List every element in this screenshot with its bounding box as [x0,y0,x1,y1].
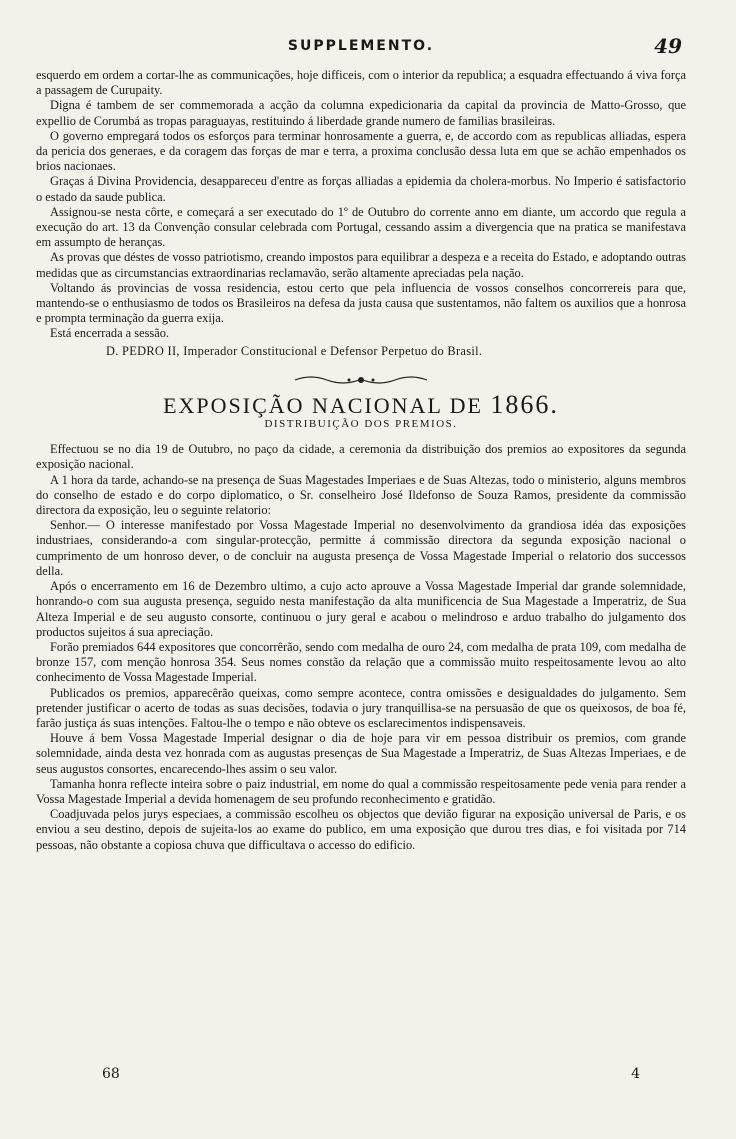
exposition-paragraph: Senhor.— O interesse manifestado por Vossa Magestade Imperial no desenvolvimento da grandiosa idéa das exposições industriaes, considerando-a com singular-protecção, permitte á commissão directora da segunda exposição nacional o cumprimento de um honroso dever, o de concluir na augusta presença de Vossa Magestade Imperial o relatorio dos successos della. [36,518,686,578]
header-page-number: 49 [654,34,682,58]
speech-paragraph: Está encerrada a sessão. [50,326,170,341]
body-text [36,68,686,853]
section-title-year: 1866. [490,389,559,419]
speech-paragraph: Graças á Divina Providencia, desappareceu d'entre as forças alliadas a epidemia da cholera-morbus. No Imperio é satisfactorio o estado da saude publica. [36,174,686,204]
section-subtitle: DISTRIBUIÇÃO DOS PREMIOS. [264,418,458,431]
footer-sheet-number: 4 [631,1066,640,1082]
speech-paragraph: O governo empregará todos os esforços para terminar honrosamente a guerra, e, de accordo com as republicas alliadas, espera da pericia dos generaes, e da coragem das forças de mar e terra, a proxima conclusão dessa luta em que se achão empenhados os brios nacionaes. [36,128,686,174]
exposition-paragraph: A 1 hora da tarde, achando-se na presença de Suas Magestades Imperiaes e de Suas Altezas, todo o ministerio, alguns membros do conselho de estado e do corpo diplomatico, o Sr. conselheiro José Ildefonso de Souza Ramos, presidente da commissão directora da exposição, leu o seguinte relatorio: [36,472,686,518]
exposition-paragraph: Após o encerramento em 16 de Dezembro ultimo, a cujo acto aprouve a Vossa Magestade Imperial dar grande solemnidade, honrando-o com sua augusta presença, seguido nesta manifestação da alta munificencia de Sua Magestade a Imperatriz, de Sua Alteza Imperial e de seu augusto consorte, continuou o jury geral e acabou o melindroso e arduo trabalho do julgamento dos productos sujeitos á sua apreciação. [36,579,686,639]
speech-paragraph: esquerdo em ordem a cortar-lhe as communicações, hoje difficeis, com o interior da republica; a esquadra effectuando á viva força a passagem de Curupaity. [36,68,686,98]
speech-paragraph: Voltando ás provincias de vossa residencia, estou certo que pela influencia de vossos conselhos concorrereis para que, mantendo-se o enthusiasmo de todos os Brasileiros na defesa da justa causa que sustentamos, não faltem os auxilios que a honrosa e prompta terminação da guerra exija. [36,280,686,326]
speech-paragraph: Digna é tambem de ser commemorada a acção da columna expedicionaria da capital da provincia de Matto-Grosso, que expellio de Corumbá as tropas paraguayas, restituindo á liberdade grande numero de familias brasileiras. [36,98,686,128]
header-title: SUPPLEMENTO. [287,38,435,54]
exposition-paragraph: Houve á bem Vossa Magestade Imperial designar o dia de hoje para vir em pessoa distribuir os premios, com grande solemnidade, ainda desta vez honrada com as augustas presenças de Sua Magestade a Imperatriz, de Suas Altezas Imperiaes, e de seus augustos consortes, encarecendo-lhes assim o seu valor. [36,731,686,776]
page-footer [36,1066,686,1086]
section-title [36,389,686,419]
exposition-paragraph: Tamanha honra reflecte inteira sobre o paiz industrial, em nome do qual a commissão respeitosamente pede venia para render a Vossa Magestade Imperial a devida homenagem de seu profundo reconhecimento e gratidão. [36,776,686,806]
exposition-paragraph: Coadjuvada pelos jurys especiaes, a commissão escolheu os objectos que devião figurar na exposição universal de Paris, e os enviou a seu destino, depois de sujeita-los ao exame do publico, em uma exposição que durou tres dias, e foi visitada por 714 pessoas, não obstante a copiosa chuva que difficultava o accesso do edificio. [36,807,686,852]
exposition-paragraph: Publicados os premios, apparecêrão queixas, como sempre acontece, contra omissões e desigualdades do julgamento. Sem pretender justificar o acerto de todas as suas decisões, todavia o jury tranquillisa-se na persuasão de que os queixosos, de boa fé, farão justiça ás suas intenções. Faltou-lhe o tempo e não obteve os esclarecimentos indispensaveis. [36,685,686,730]
speech-paragraph: Assignou-se nesta côrte, e começará a ser executado do 1º de Outubro do corrente anno em diante, um accordo que regula a execução do art. 13 da Convenção consular celebrada com Portugal, cessando assim a divergencia que na pratica se manifestava em assumpto de heranças. [36,204,686,250]
section-title-text: EXPOSIÇÃO NACIONAL DE [163,392,483,418]
footer-signature-number: 68 [102,1066,120,1082]
speech-paragraph: As provas que déstes de vosso patriotismo, creando impostos para equilibrar a despeza e a receita do Estado, e adoptando outras medidas que as circumstancias extraordinarias reclamavão, serão altamente apreciadas pela nação. [36,250,686,280]
exposition-paragraph: Forão premiados 644 expositores que concorrêrão, sendo com medalha de ouro 24, com medalha de prata 109, com medalha de bronze 157, com menção honrosa 354. Seus nomes constão da relação que a commissão muito respeitosamente levou ao alto conhecimento de Vossa Magestade Imperial. [36,639,686,685]
page-header [36,34,686,64]
exposition-paragraph: Effectuou se no dia 19 de Outubro, no paço da cidade, a ceremonia da distribuição dos premios ao expositores da segunda exposição nacional. [36,442,686,472]
signature: D. PEDRO II, Imperador Constitucional e Defensor Perpetuo do Brasil. [106,343,483,358]
document-page [36,30,686,1120]
ornament-divider-icon [291,373,431,387]
